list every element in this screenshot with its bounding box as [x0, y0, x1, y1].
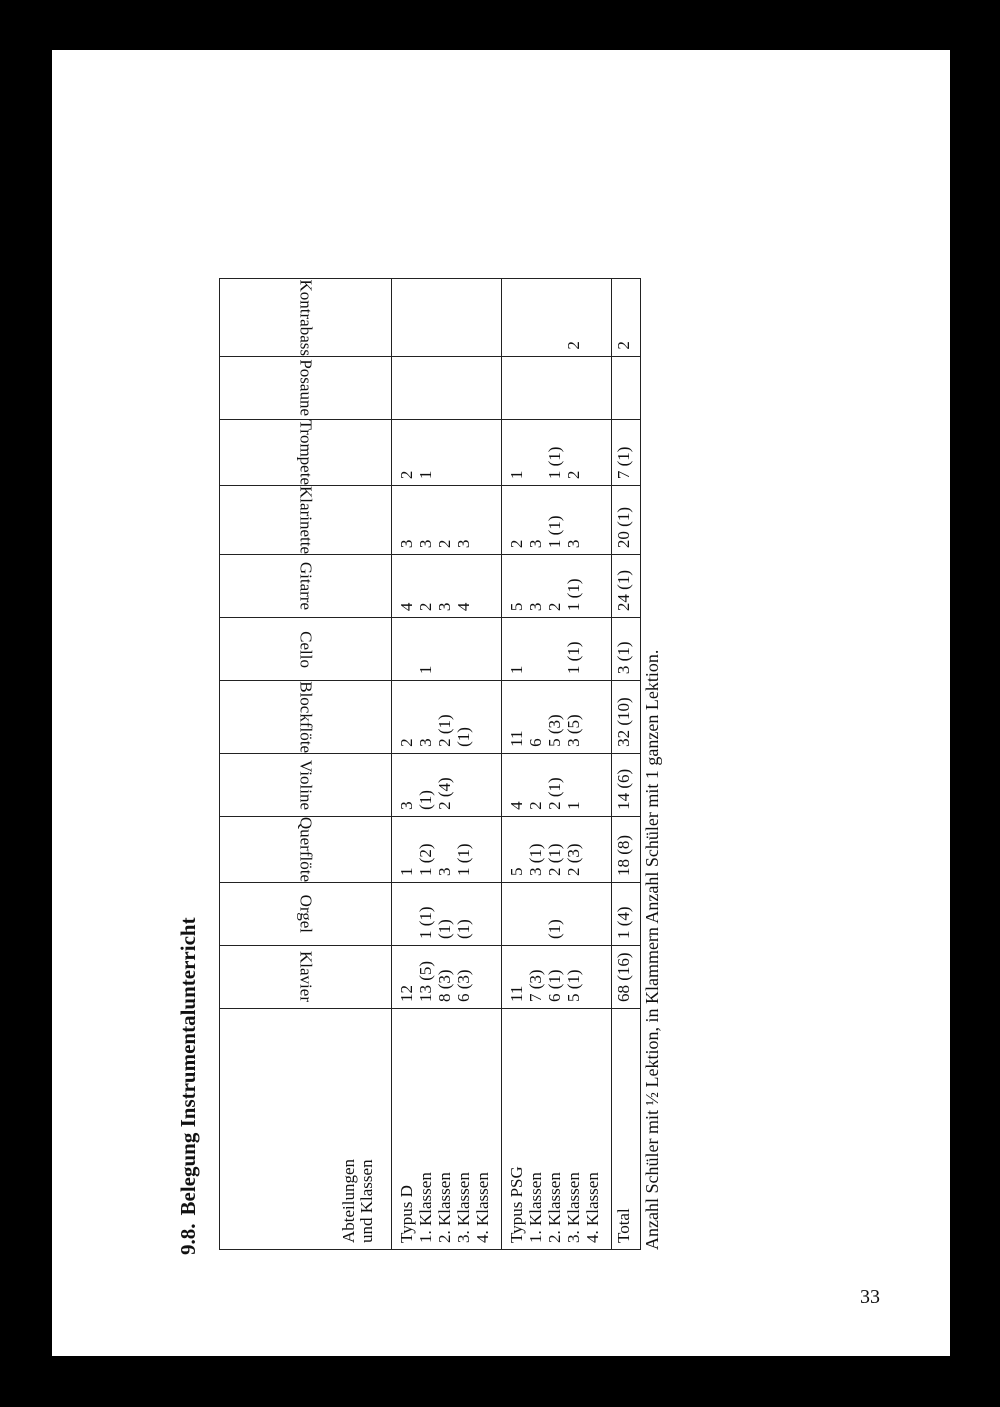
- cell-value: 3: [416, 539, 435, 549]
- cell-value: 3 (5): [564, 714, 583, 747]
- cell-value: 4: [397, 602, 416, 612]
- data-cell: [502, 356, 612, 419]
- cell-value: [584, 889, 603, 939]
- cell-value: [474, 952, 493, 1002]
- cell-value: [565, 889, 584, 939]
- cell-value: [455, 426, 474, 480]
- total-row: [612, 279, 641, 1250]
- cell-value: 3: [435, 867, 454, 876]
- cell-value: 2: [545, 602, 564, 612]
- instrument-header: Violine: [220, 753, 392, 816]
- cell-value: 12: [397, 985, 416, 1002]
- total-value: 32 (10): [612, 681, 641, 754]
- header-row: [220, 279, 392, 1250]
- row-label: 4. Klassen: [473, 1172, 492, 1243]
- section-heading: [176, 917, 201, 1255]
- cell-value: 1: [507, 470, 526, 480]
- data-cell: [502, 618, 612, 681]
- cell-value: 3: [454, 539, 473, 549]
- total-value: 20 (1): [612, 486, 641, 555]
- cell-value: [455, 760, 474, 810]
- cell-value: 11: [507, 730, 526, 747]
- cell-value: [584, 561, 603, 611]
- footnote: Anzahl Schüler mit ½ Lektion, in Klammern Anzahl Schüler mit 1 ganzen Lektion.: [642, 649, 662, 1250]
- corner-header-line: und Klassen: [357, 1159, 377, 1243]
- cell-value: 2: [507, 539, 526, 549]
- data-cell: [392, 356, 502, 419]
- corner-header: [220, 1009, 392, 1250]
- cell-value: 1: [416, 665, 435, 675]
- cell-value: 3: [435, 602, 454, 612]
- cell-value: 4: [507, 801, 526, 810]
- row-label: 3. Klassen: [454, 1172, 473, 1243]
- total-value: 18 (8): [612, 816, 641, 882]
- cell-value: [398, 889, 417, 939]
- cell-value: 3: [564, 539, 583, 549]
- group-row: [502, 279, 612, 1250]
- total-label: Total: [612, 1009, 641, 1250]
- cell-value: [474, 561, 493, 611]
- data-cell: [502, 486, 612, 555]
- cell-value: 2: [526, 801, 545, 810]
- cell-value: [436, 363, 455, 413]
- cell-value: 1 (2): [416, 843, 435, 876]
- cell-value: 1: [564, 801, 583, 810]
- data-cell: [502, 419, 612, 486]
- cell-value: [508, 285, 527, 349]
- cell-value: [584, 426, 603, 480]
- instrument-header: Klavier: [220, 946, 392, 1009]
- cell-value: [584, 624, 603, 674]
- cell-value: [474, 760, 493, 810]
- cell-value: [584, 823, 603, 876]
- cell-value: 2: [435, 539, 454, 549]
- cell-value: 2: [397, 470, 416, 480]
- instrument-header: Klarinette: [220, 486, 392, 555]
- cell-value: 1 (1): [564, 578, 583, 612]
- cell-value: [455, 363, 474, 413]
- row-label: 2. Klassen: [435, 1172, 454, 1243]
- cell-value: [565, 363, 584, 413]
- cell-value: [584, 687, 603, 747]
- cell-value: [474, 889, 493, 939]
- cell-value: (1): [435, 919, 454, 939]
- cell-value: [398, 624, 417, 674]
- page-number: 33: [860, 1286, 880, 1308]
- cell-value: [527, 363, 546, 413]
- cell-value: (1): [454, 919, 473, 939]
- cell-value: 8 (3): [435, 969, 454, 1002]
- cell-value: [508, 363, 527, 413]
- row-label: Typus D: [397, 1185, 416, 1243]
- cell-value: 11: [507, 985, 526, 1002]
- cell-value: 6: [526, 738, 545, 747]
- cell-value: [417, 285, 436, 349]
- row-label: 2. Klassen: [545, 1172, 564, 1243]
- data-cell: [502, 883, 612, 946]
- cell-value: [436, 285, 455, 349]
- cell-value: 2 (4): [435, 777, 454, 810]
- row-label: 3. Klassen: [564, 1172, 583, 1243]
- data-cell: [392, 946, 502, 1009]
- cell-value: (1): [545, 919, 564, 939]
- cell-value: 4: [454, 602, 473, 612]
- instrument-header: Blockflöte: [220, 681, 392, 754]
- group-label-cell: [502, 1009, 612, 1250]
- cell-value: [527, 426, 546, 480]
- section-title: Belegung Instrumentalunterricht: [176, 917, 200, 1216]
- cell-value: 2 (1): [435, 714, 454, 747]
- row-label: Typus PSG: [507, 1166, 526, 1243]
- cell-value: [508, 889, 527, 939]
- total-value: 14 (6): [612, 753, 641, 816]
- cell-value: (1): [454, 727, 473, 747]
- data-cell: [392, 486, 502, 555]
- cell-value: [546, 285, 565, 349]
- cell-value: [436, 624, 455, 674]
- cell-value: 1: [397, 867, 416, 876]
- cell-value: [584, 492, 603, 548]
- total-value: 24 (1): [612, 555, 641, 618]
- cell-value: [474, 492, 493, 548]
- cell-value: [584, 285, 603, 349]
- row-label: 1. Klassen: [416, 1172, 435, 1243]
- total-value: 3 (1): [612, 618, 641, 681]
- data-cell: [392, 279, 502, 356]
- row-label: 4. Klassen: [583, 1172, 602, 1243]
- total-value: 1 (4): [612, 883, 641, 946]
- data-cell: [502, 816, 612, 882]
- instrument-header: Trompete: [220, 419, 392, 486]
- data-cell: [502, 555, 612, 618]
- cell-value: 2 (1): [545, 843, 564, 876]
- cell-value: 2 (3): [564, 843, 583, 876]
- cell-value: [527, 624, 546, 674]
- cell-value: [474, 624, 493, 674]
- cell-value: 6 (1): [545, 969, 564, 1002]
- instrument-header: Orgel: [220, 883, 392, 946]
- row-label: 1. Klassen: [526, 1172, 545, 1243]
- cell-value: [527, 285, 546, 349]
- rotated-content: [176, 165, 662, 1255]
- cell-value: 2: [564, 470, 583, 480]
- cell-value: 2: [564, 341, 583, 350]
- cell-value: [546, 363, 565, 413]
- instrument-header: Kontrabass: [220, 279, 392, 356]
- cell-value: [455, 624, 474, 674]
- total-value: 7 (1): [612, 419, 641, 486]
- cell-value: 5 (1): [564, 969, 583, 1002]
- section-number: 9.8.: [176, 1223, 200, 1255]
- cell-value: 1 (1): [416, 906, 435, 939]
- group-row: [392, 279, 502, 1250]
- document-page: [52, 50, 950, 1356]
- data-cell: [392, 618, 502, 681]
- cell-value: 1: [416, 470, 435, 480]
- data-cell: [392, 419, 502, 486]
- cell-value: 1 (1): [564, 641, 583, 675]
- cell-value: [398, 363, 417, 413]
- cell-value: 2 (1): [545, 777, 564, 810]
- table-body: [392, 279, 641, 1250]
- cell-value: 7 (3): [526, 969, 545, 1002]
- cell-value: 3: [526, 602, 545, 612]
- data-cell: [392, 816, 502, 882]
- cell-value: [417, 363, 436, 413]
- cell-value: 3: [416, 738, 435, 747]
- corner-header-line: Abteilungen: [338, 1158, 358, 1243]
- cell-value: 3: [526, 539, 545, 549]
- cell-value: 5: [507, 867, 526, 876]
- cell-value: [546, 624, 565, 674]
- cell-value: 6 (3): [454, 969, 473, 1002]
- cell-value: [474, 285, 493, 349]
- total-value: 2: [612, 279, 641, 356]
- cell-value: [474, 363, 493, 413]
- cell-value: 13 (5): [416, 960, 435, 1002]
- cell-value: [584, 760, 603, 810]
- data-cell: [392, 555, 502, 618]
- cell-value: [455, 285, 474, 349]
- cell-value: 2: [397, 738, 416, 747]
- data-cell: [392, 753, 502, 816]
- cell-value: [527, 889, 546, 939]
- cell-value: [474, 823, 493, 876]
- cell-value: 3 (1): [526, 843, 545, 876]
- data-cell: [502, 681, 612, 754]
- instrument-table: [219, 278, 641, 1250]
- cell-value: [584, 363, 603, 413]
- cell-value: [398, 285, 417, 349]
- cell-value: (1): [416, 790, 435, 810]
- cell-value: 5 (3): [545, 714, 564, 747]
- cell-value: 1 (1): [454, 843, 473, 876]
- cell-value: 1 (1): [545, 446, 564, 480]
- cell-value: 1 (1): [545, 515, 564, 549]
- group-label-cell: [392, 1009, 502, 1250]
- instrument-header: Querflöte: [220, 816, 392, 882]
- instrument-header: Posaune: [220, 356, 392, 419]
- data-cell: [502, 946, 612, 1009]
- data-cell: [502, 753, 612, 816]
- cell-value: 1: [507, 665, 526, 675]
- instrument-header: Gitarre: [220, 555, 392, 618]
- cell-value: [474, 687, 493, 747]
- instrument-header: Cello: [220, 618, 392, 681]
- data-cell: [392, 681, 502, 754]
- total-value: [612, 356, 641, 419]
- data-cell: [502, 279, 612, 356]
- cell-value: [584, 952, 603, 1002]
- cell-value: [474, 426, 493, 480]
- total-value: 68 (16): [612, 946, 641, 1009]
- cell-value: 3: [397, 539, 416, 549]
- data-cell: [392, 883, 502, 946]
- cell-value: 3: [397, 801, 416, 810]
- cell-value: [436, 426, 455, 480]
- cell-value: 2: [416, 602, 435, 612]
- cell-value: 5: [507, 602, 526, 612]
